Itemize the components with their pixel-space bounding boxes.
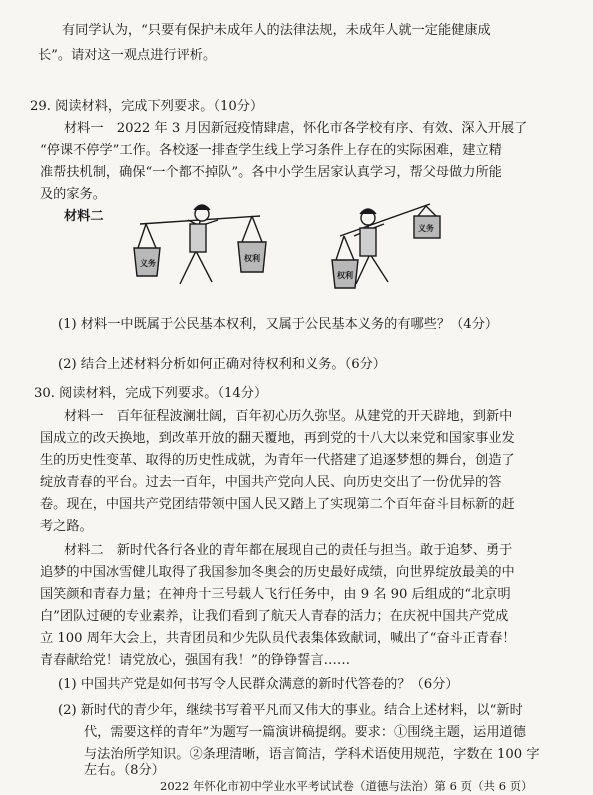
q29-material2-label: 材料二 [64,209,104,224]
q29-header: 29. 阅读材料，完成下列要求。（10分） [30,99,264,114]
right-basket-label-1: 权利 [337,271,353,280]
q30-material2-line-5: 立 100 周年大会上，共青团员和少先队员代表集体致献词，喊出了“奋斗正青春！ [40,631,516,646]
left-figure [134,205,266,284]
q29-sub1: (1) 材料一中既属于公民基本权利，又属于公民基本义务的有哪些？（4分） [58,317,499,332]
q30-header: 30. 阅读材料，完成下列要求。（14分） [34,386,268,401]
q29-material1-line-1: 材料一 2022 年 3 月因新冠疫情肆虐，怀化市各学校有序、有效、深入开展了 [64,121,528,136]
q30-sub2-line-2: 代，需要这样的青年”为题写一篇演讲稿提纲。要求：①围绕主题，运用道德 [84,725,526,740]
q29-material1-line-2: “停课不停学”工作。各校逐一排查学生线上学习条件上存在的实际困难，建立精 [40,143,502,158]
page-footer: 2022 年怀化市初中学业水平考试试卷（道德与法治）第 6 页（共 6 页） [160,779,533,793]
left-basket-label-2: 权利 [244,254,260,263]
q30-material2-line-1: 材料二 新时代各行各业的青年都在展现自己的责任与担当。敢于追梦、勇于 [64,543,513,558]
intro-line-2: 长”。请对这一观点进行评析。 [38,48,217,63]
q30-material2-line-4: 白”团队过硬的专业素养，让我们看到了航天人青春的活力；在庆祝中国共产党成 [40,609,509,624]
q30-material1-line-6: 考之路。 [40,519,93,534]
q30-material2-line-6: 青春献给党！请党放心，强国有我！”的铮铮誓言…… [40,653,351,668]
intro-line-1: 有同学认为，“只要有保护未成年人的法律法规，未成年人就一定能健康成 [62,23,491,38]
q29-material1-line-4: 及的家务。 [40,187,106,202]
q30-material1-line-4: 绽放青春的平台。过去一百年，中国共产党向人民、向历史交出了一份优异的答 [40,475,502,490]
q30-sub2-line-1: (2) 新时代的青少年，继续书写着平凡而又伟大的事业。结合上述材料，以“新时 [58,703,523,718]
q30-material2-line-3: 国笑颜和青春力量；在神舟十三号载人飞行任务中，由 9 名 90 后组成的“北京明 [40,587,511,602]
shoulder-pole-cartoon [130,196,450,296]
q29-sub2: (2) 结合上述材料分析如何正确对待权利和义务。（6分） [58,357,386,372]
left-basket-label-1: 义务 [140,259,156,268]
q30-sub1: (1) 中国共产党是如何书写令人民群众满意的新时代答卷的？（6分） [58,677,459,692]
q30-sub2-line-3: 与法治所学知识。②条理清晰，语言简洁，学科术语使用规范，字数在 100 字 [84,747,540,762]
q29-material1-line-3: 准帮扶机制，确保“一个都不掉队”。各中小学生居家认真学习，帮父母做力所能 [40,165,502,180]
q30-material1-line-3: 生的历史性变革、取得的历史性成就，为青年一代搭建了追逐梦想的舞台，创造了 [40,453,515,468]
q30-material1-line-1: 材料一 百年征程波澜壮阔，百年初心历久弥坚。从建党的开天辟地，到新中 [64,409,513,424]
q30-sub2-line-4: 左右。（8分） [84,763,165,778]
q30-material1-line-2: 国成立的改天换地，到改革开放的翻天覆地，再到党的十八大以来党和国家事业发 [40,431,515,446]
right-basket-label-2: 义务 [418,224,434,233]
q30-material2-line-2: 追梦的中国冰雪健儿取得了我国参加冬奥会的历史最好成绩，向世界绽放最美的中 [40,565,515,580]
q30-material1-line-5: 卷。现在，中国共产党团结带领中国人民又踏上了实现第二个百年奋斗目标新的赶 [40,497,515,512]
